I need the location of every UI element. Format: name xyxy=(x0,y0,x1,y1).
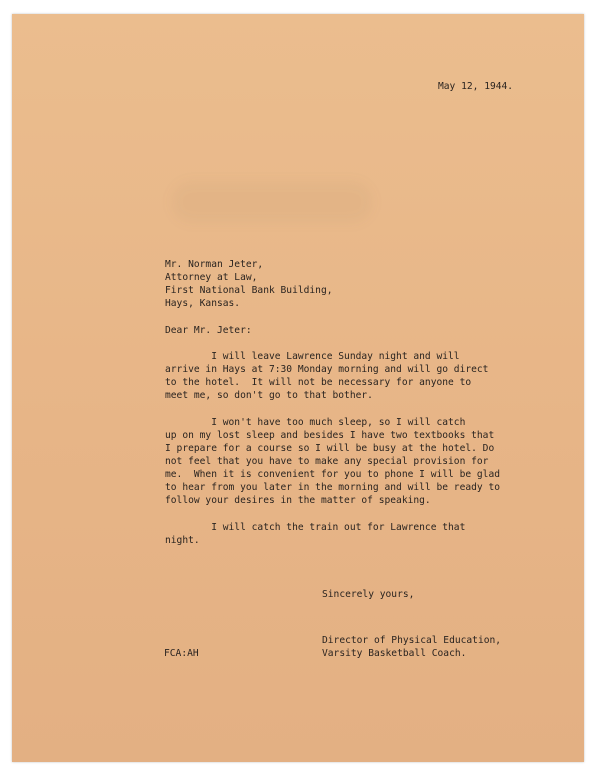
body-line: follow your desires in the matter of speaking. xyxy=(165,495,431,506)
body-line: to hear from you later in the morning and will be ready to xyxy=(165,482,501,493)
body-line: me. When it is convenient for you to phone I will be glad xyxy=(165,469,501,480)
letter-date: May 12, 1944. xyxy=(438,81,514,92)
body-line: night. xyxy=(165,535,200,546)
body-line: arrive in Hays at 7:30 Monday morning and will go direct xyxy=(165,364,489,375)
body-line: not feel that you have to make any special provision for xyxy=(165,456,489,467)
signature-title-line: Director of Physical Education, xyxy=(322,635,502,646)
body-line: to the hotel. It will not be necessary for anyone to xyxy=(165,377,472,388)
salutation: Dear Mr. Jeter: xyxy=(165,325,252,336)
typist-initials: FCA:AH xyxy=(164,648,199,659)
body-line: I will catch the train out for Lawrence that xyxy=(165,522,466,533)
paper-smudge xyxy=(172,182,372,222)
address-line: Mr. Norman Jeter, xyxy=(165,259,264,270)
address-line: Hays, Kansas. xyxy=(165,298,241,309)
address-line: First National Bank Building, xyxy=(165,285,333,296)
body-line: up on my lost sleep and besides I have two textbooks that xyxy=(165,430,495,441)
body-line: meet me, so don't go to that bother. xyxy=(165,390,373,401)
body-line: I will leave Lawrence Sunday night and will xyxy=(165,351,460,362)
signature-title-line: Varsity Basketball Coach. xyxy=(322,648,467,659)
body-line: I prepare for a course so I will be busy at the hotel. Do xyxy=(165,443,495,454)
body-line: I won't have too much sleep, so I will catch xyxy=(165,417,466,428)
address-line: Attorney at Law, xyxy=(165,272,258,283)
letter-page xyxy=(12,14,584,762)
closing: Sincerely yours, xyxy=(322,589,415,600)
